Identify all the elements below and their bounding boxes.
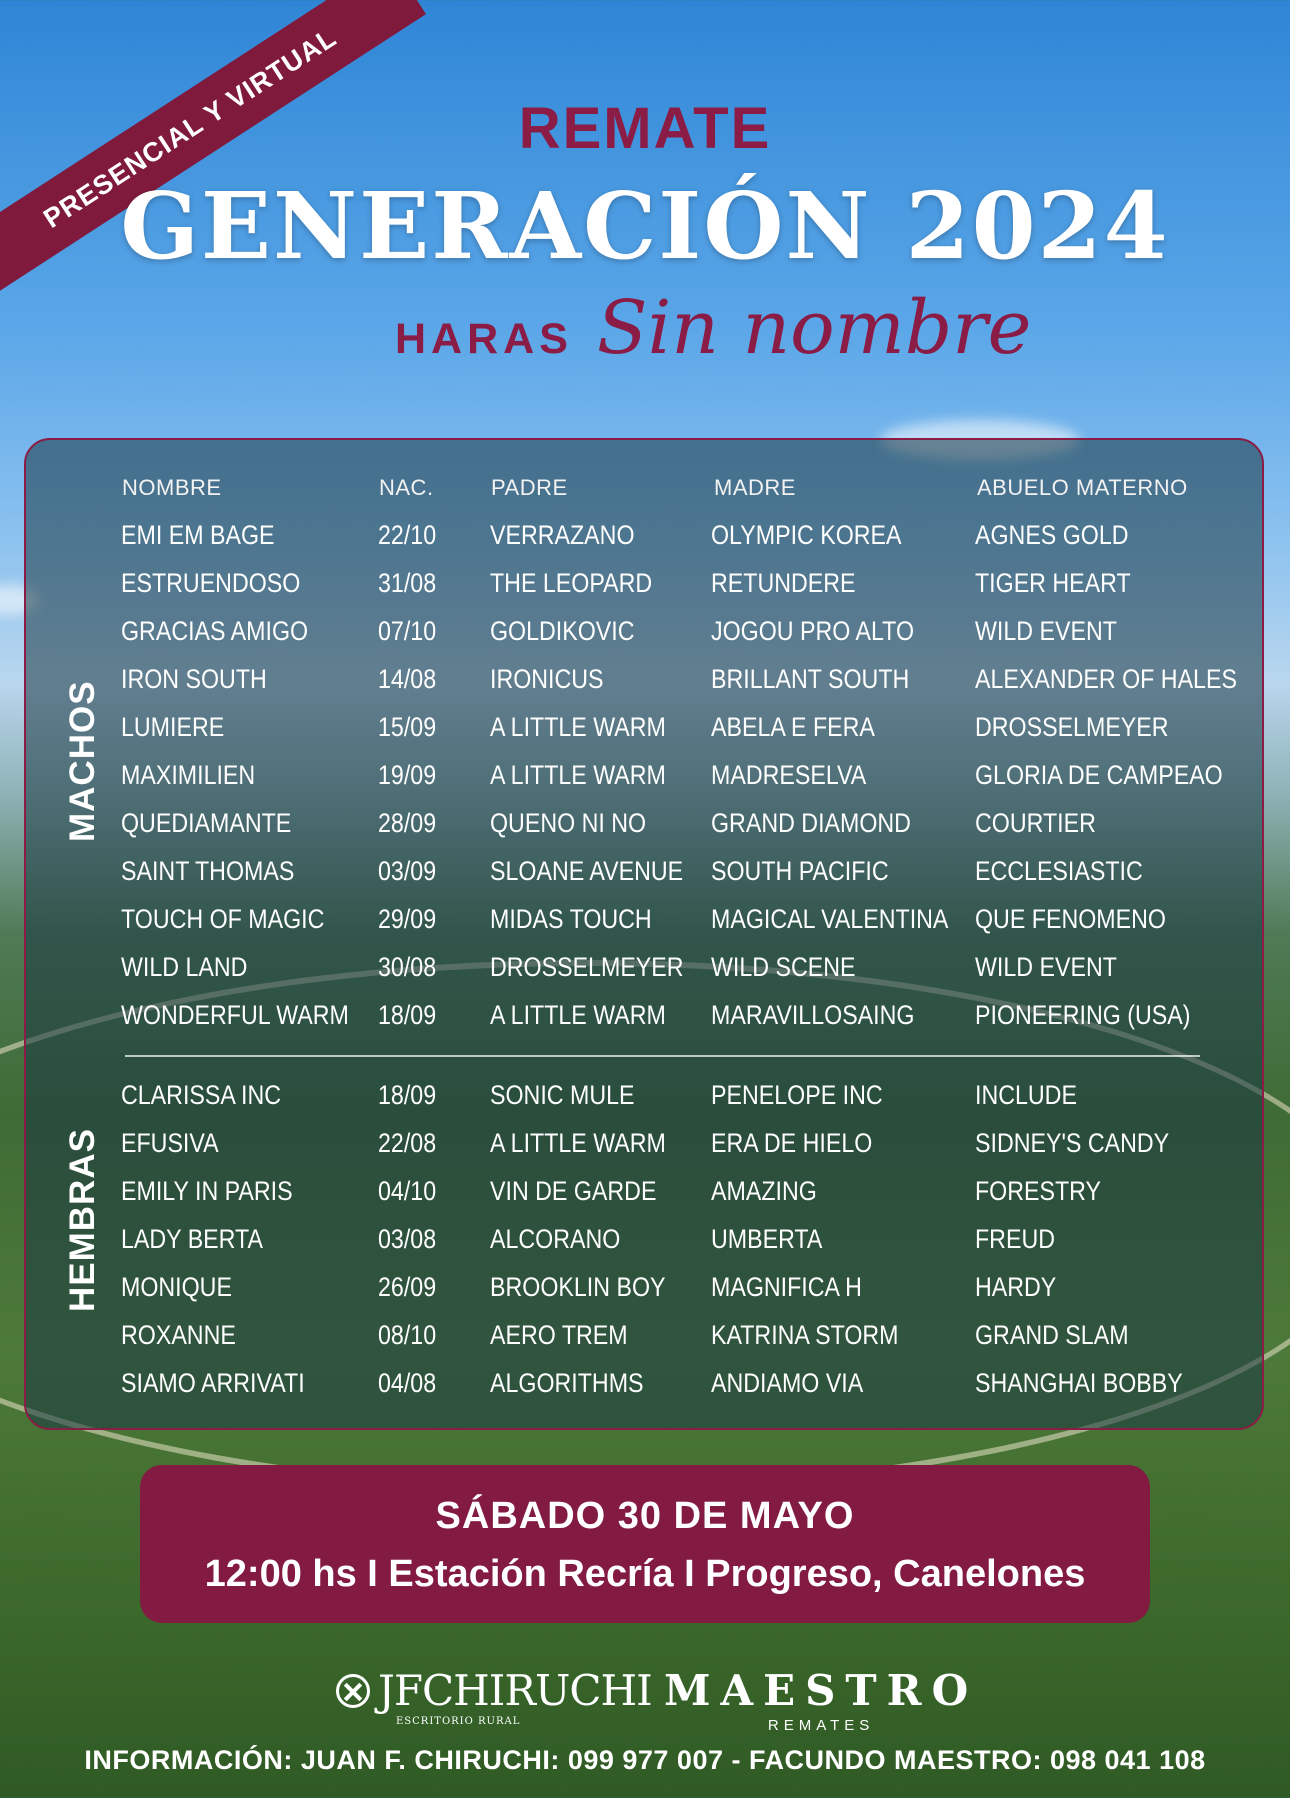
cell-madre: UMBERTA <box>711 1224 823 1254</box>
jfchiruchi-logo <box>336 1666 652 1727</box>
cell-padre: VIN DE GARDE <box>490 1176 657 1206</box>
cell-nombre: EMILY IN PARIS <box>121 1176 293 1206</box>
table-row <box>0 1176 1290 1224</box>
cell-madre: RETUNDERE <box>711 568 856 598</box>
cell-padre: IRONICUS <box>490 664 604 694</box>
cell-padre: AERO TREM <box>490 1320 628 1350</box>
table-row <box>0 1128 1290 1176</box>
cell-padre: A LITTLE WARM <box>490 1128 666 1158</box>
maestro-subtitle: REMATES <box>767 1717 875 1734</box>
cell-abuelo: ALEXANDER OF HALES <box>975 664 1237 694</box>
table-row <box>0 616 1290 664</box>
cell-padre: MIDAS TOUCH <box>490 904 652 934</box>
column-header-nac: NAC. <box>379 475 434 500</box>
cell-madre: MADRESELVA <box>711 760 867 790</box>
cell-nac: 08/10 <box>378 1320 437 1350</box>
brand-prefix: HARAS <box>395 315 573 363</box>
cell-madre: JOGOU PRO ALTO <box>711 616 915 646</box>
cell-abuelo: TIGER HEART <box>975 568 1131 598</box>
cell-nac: 28/09 <box>378 808 437 838</box>
cell-abuelo: SIDNEY'S CANDY <box>975 1128 1170 1158</box>
cell-nac: 03/08 <box>378 1224 437 1254</box>
cell-nombre: WILD LAND <box>121 952 248 982</box>
cell-madre: ANDIAMO VIA <box>711 1368 864 1398</box>
table-row <box>0 1080 1290 1128</box>
cell-nac: 07/10 <box>378 616 437 646</box>
cell-madre: OLYMPIC KOREA <box>711 520 902 550</box>
maestro-logo <box>664 1666 978 1734</box>
cell-abuelo: FORESTRY <box>975 1176 1102 1206</box>
cell-padre: QUENO NI NO <box>490 808 647 838</box>
cell-nombre: SAINT THOMAS <box>121 856 295 886</box>
column-header-madre: MADRE <box>714 475 796 500</box>
cell-madre: ERA DE HIELO <box>711 1128 873 1158</box>
table-row <box>0 520 1290 568</box>
cell-nac: 29/09 <box>378 904 437 934</box>
cell-nac: 26/09 <box>378 1272 437 1302</box>
cell-nombre: SIAMO ARRIVATI <box>121 1368 305 1398</box>
cell-nac: 22/08 <box>378 1128 437 1158</box>
cell-madre: MAGICAL VALENTINA <box>711 904 949 934</box>
cell-nac: 30/08 <box>378 952 437 982</box>
contact-info: INFORMACIÓN: JUAN F. CHIRUCHI: 099 977 007 - FACUNDO MAESTRO: 098 041 108 <box>84 1745 1206 1775</box>
table-row <box>0 568 1290 616</box>
presencial-virtual-ribbon: PRESENCIAL Y VIRTUAL <box>0 0 426 297</box>
cell-padre: SONIC MULE <box>490 1080 635 1110</box>
cell-padre: SLOANE AVENUE <box>490 856 684 886</box>
cell-abuelo: HARDY <box>975 1272 1057 1302</box>
brand-script-logo: Sin nombre <box>596 285 1032 371</box>
cell-padre: VERRAZANO <box>490 520 635 550</box>
table-row <box>0 1272 1290 1320</box>
cell-madre: ABELA E FERA <box>711 712 875 742</box>
cell-abuelo: PIONEERING (USA) <box>975 1000 1191 1030</box>
column-header-abuelo-materno: ABUELO MATERNO <box>977 475 1188 500</box>
cell-abuelo: WILD EVENT <box>975 616 1117 646</box>
cell-nombre: MAXIMILIEN <box>121 760 256 790</box>
page-title: GENERACIÓN 2024 <box>120 172 1170 280</box>
cell-abuelo: SHANGHAI BOBBY <box>975 1368 1183 1398</box>
cell-padre: DROSSELMEYER <box>490 952 684 982</box>
cell-abuelo: ECCLESIASTIC <box>975 856 1143 886</box>
cell-padre: THE LEOPARD <box>490 568 653 598</box>
event-banner <box>140 1465 1150 1623</box>
cell-nombre: CLARISSA INC <box>121 1080 282 1110</box>
haras-brand <box>395 285 1031 371</box>
cell-nombre: MONIQUE <box>121 1272 232 1302</box>
table-row <box>0 856 1290 904</box>
cell-abuelo: QUE FENOMENO <box>975 904 1166 934</box>
table-row <box>0 1224 1290 1272</box>
cell-padre: GOLDIKOVIC <box>490 616 635 646</box>
cell-madre: AMAZING <box>711 1176 817 1206</box>
cell-nombre: LUMIERE <box>121 712 225 742</box>
machos-group-label: MACHOS <box>63 680 102 842</box>
table-row <box>0 760 1290 808</box>
cell-padre: ALCORANO <box>490 1224 621 1254</box>
cell-madre: GRAND DIAMOND <box>711 808 911 838</box>
cell-nac: 15/09 <box>378 712 437 742</box>
cell-abuelo: COURTIER <box>975 808 1096 838</box>
cell-madre: WILD SCENE <box>711 952 856 982</box>
cell-nombre: ESTRUENDOSO <box>121 568 301 598</box>
table-row <box>0 1368 1290 1416</box>
cell-padre: BROOKLIN BOY <box>490 1272 666 1302</box>
cell-nac: 03/09 <box>378 856 437 886</box>
cell-nombre: EMI EM BAGE <box>121 520 275 550</box>
cell-madre: MARAVILLOSAING <box>711 1000 915 1030</box>
jfchiruchi-wordmark: JFCHIRUCHI <box>378 1666 652 1715</box>
cell-nac: 31/08 <box>378 568 437 598</box>
column-header-padre: PADRE <box>491 475 568 500</box>
cell-nombre: WONDERFUL WARM <box>121 1000 349 1030</box>
remate-heading: REMATE <box>518 96 772 161</box>
cell-nombre: ROXANNE <box>121 1320 236 1350</box>
cell-padre: ALGORITHMS <box>490 1368 644 1398</box>
cell-nombre: QUEDIAMANTE <box>121 808 292 838</box>
column-header-nombre: NOMBRE <box>122 475 222 500</box>
cell-nac: 14/08 <box>378 664 437 694</box>
cell-madre: SOUTH PACIFIC <box>711 856 889 886</box>
cell-padre: A LITTLE WARM <box>490 760 666 790</box>
hembras-group-label: HEMBRAS <box>63 1128 102 1312</box>
table-row <box>0 952 1290 1000</box>
cell-nac: 19/09 <box>378 760 437 790</box>
event-date: SÁBADO 30 DE MAYO <box>435 1495 855 1537</box>
cell-abuelo: AGNES GOLD <box>975 520 1129 550</box>
table-row <box>0 904 1290 952</box>
cell-abuelo: INCLUDE <box>975 1080 1077 1110</box>
cell-madre: BRILLANT SOUTH <box>711 664 910 694</box>
cell-abuelo: WILD EVENT <box>975 952 1117 982</box>
cell-nombre: EFUSIVA <box>121 1128 219 1158</box>
cell-nac: 18/09 <box>378 1000 437 1030</box>
cell-nac: 04/08 <box>378 1368 437 1398</box>
cell-nac: 04/10 <box>378 1176 437 1206</box>
cell-nac: 22/10 <box>378 520 437 550</box>
cell-abuelo: DROSSELMEYER <box>975 712 1169 742</box>
cell-madre: PENELOPE INC <box>711 1080 883 1110</box>
cell-nac: 18/09 <box>378 1080 437 1110</box>
cell-abuelo: GRAND SLAM <box>975 1320 1129 1350</box>
cell-padre: A LITTLE WARM <box>490 1000 666 1030</box>
cell-madre: MAGNIFICA H <box>711 1272 862 1302</box>
cell-abuelo: FREUD <box>975 1224 1055 1254</box>
cell-nombre: LADY BERTA <box>121 1224 263 1254</box>
cell-madre: KATRINA STORM <box>711 1320 899 1350</box>
group-divider <box>125 1055 1200 1057</box>
cell-nombre: TOUCH OF MAGIC <box>121 904 325 934</box>
table-row <box>0 808 1290 856</box>
table-row <box>0 664 1290 712</box>
cell-abuelo: GLORIA DE CAMPEAO <box>975 760 1223 790</box>
table-row <box>0 1000 1290 1048</box>
table-row <box>0 1320 1290 1368</box>
table-row <box>0 712 1290 760</box>
cell-nombre: IRON SOUTH <box>121 664 267 694</box>
jfchiruchi-subtitle: ESCRITORIO RURAL <box>396 1716 521 1727</box>
event-details: 12:00 hs I Estación Recría I Progreso, Canelones <box>204 1553 1086 1595</box>
cell-nombre: GRACIAS AMIGO <box>121 616 309 646</box>
cell-padre: A LITTLE WARM <box>490 712 666 742</box>
hammer-cross-icon <box>336 1674 370 1708</box>
maestro-wordmark: MAESTRO <box>664 1666 979 1715</box>
